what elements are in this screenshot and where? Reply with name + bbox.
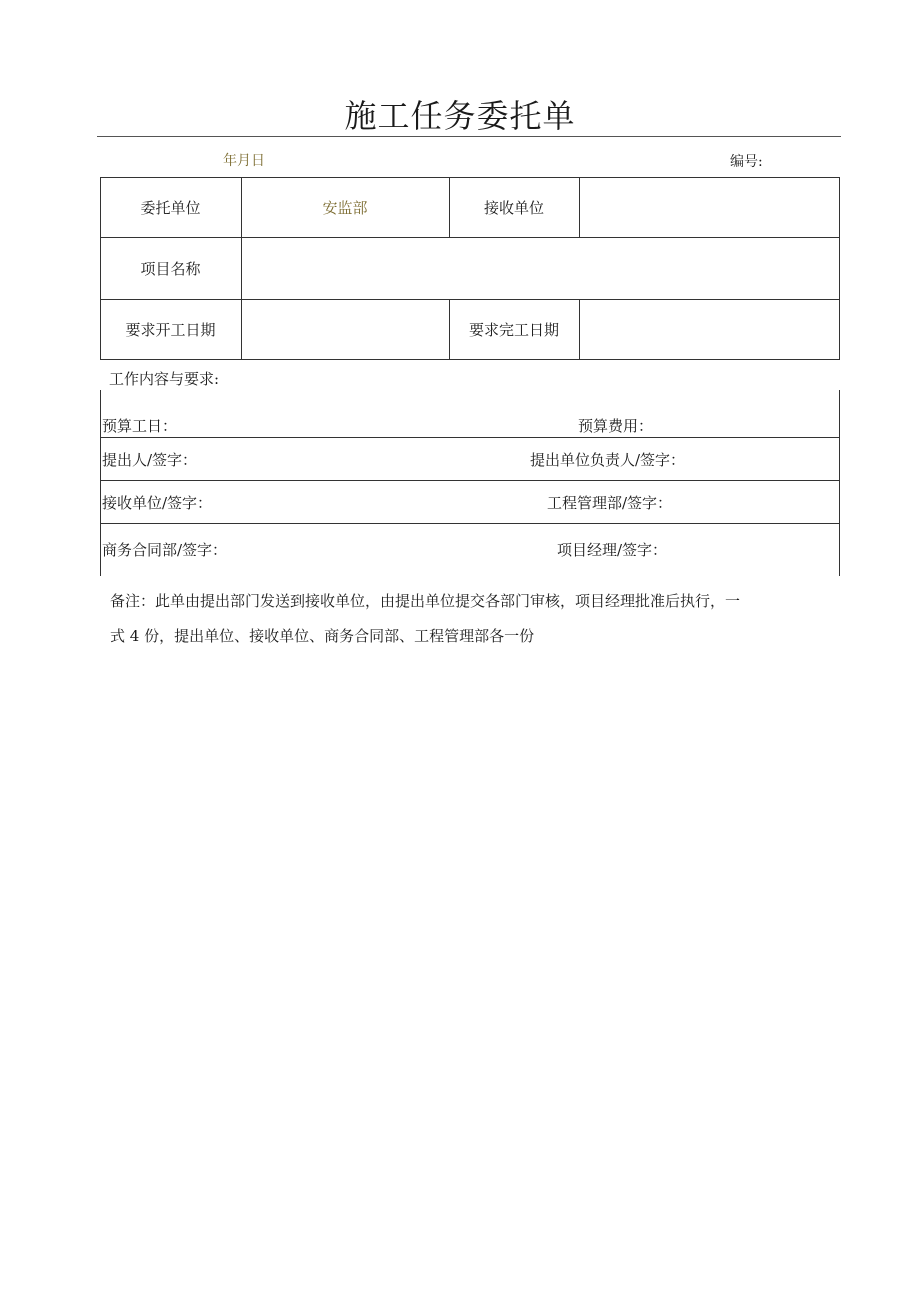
table-row-divider [100, 237, 840, 238]
note-line-1: 备注：此单由提出部门发送到接收单位，由提出单位提交各部门审核，项目经理批准后执行，一 [110, 592, 741, 610]
finish-date-label: 要求完工日期 [468, 321, 559, 339]
section-divider [100, 437, 840, 438]
table-row-divider [100, 299, 840, 300]
section-right-border [839, 390, 840, 576]
table-col-divider [579, 177, 580, 237]
budget-workdays-field[interactable]: 预算工日： [102, 417, 178, 435]
serial-number-field[interactable]: 编号: [730, 154, 763, 170]
engineering-dept-signature-field[interactable]: 工程管理部/签字： [547, 494, 673, 512]
section-left-border [100, 390, 101, 576]
receiving-unit-label: 接收单位 [483, 199, 544, 217]
page-title: 施工任务委托单 [344, 97, 576, 135]
proposing-unit-head-signature-field[interactable]: 提出单位负责人/签字： [530, 451, 686, 469]
start-date-label: 要求开工日期 [125, 321, 216, 339]
client-unit-value[interactable]: 安监部 [322, 199, 368, 217]
date-field[interactable]: 年月日 [223, 153, 265, 169]
table-col-divider [579, 299, 580, 360]
client-unit-label: 委托单位 [140, 199, 201, 217]
work-content-label: 工作内容与要求: [109, 370, 220, 388]
proposer-signature-field[interactable]: 提出人/签字： [102, 451, 198, 469]
project-manager-signature-field[interactable]: 项目经理/签字： [557, 541, 668, 559]
project-name-label: 项目名称 [140, 260, 201, 278]
title-divider [97, 136, 841, 137]
commerce-dept-signature-field[interactable]: 商务合同部/签字： [102, 541, 228, 559]
section-divider [100, 523, 840, 524]
note-line-2: 式 4 份，提出单位、接收单位、商务合同部、工程管理部各一份 [110, 627, 535, 645]
receiving-unit-signature-field[interactable]: 接收单位/签字： [102, 494, 213, 512]
section-divider [100, 480, 840, 481]
budget-cost-field[interactable]: 预算费用： [578, 417, 654, 435]
